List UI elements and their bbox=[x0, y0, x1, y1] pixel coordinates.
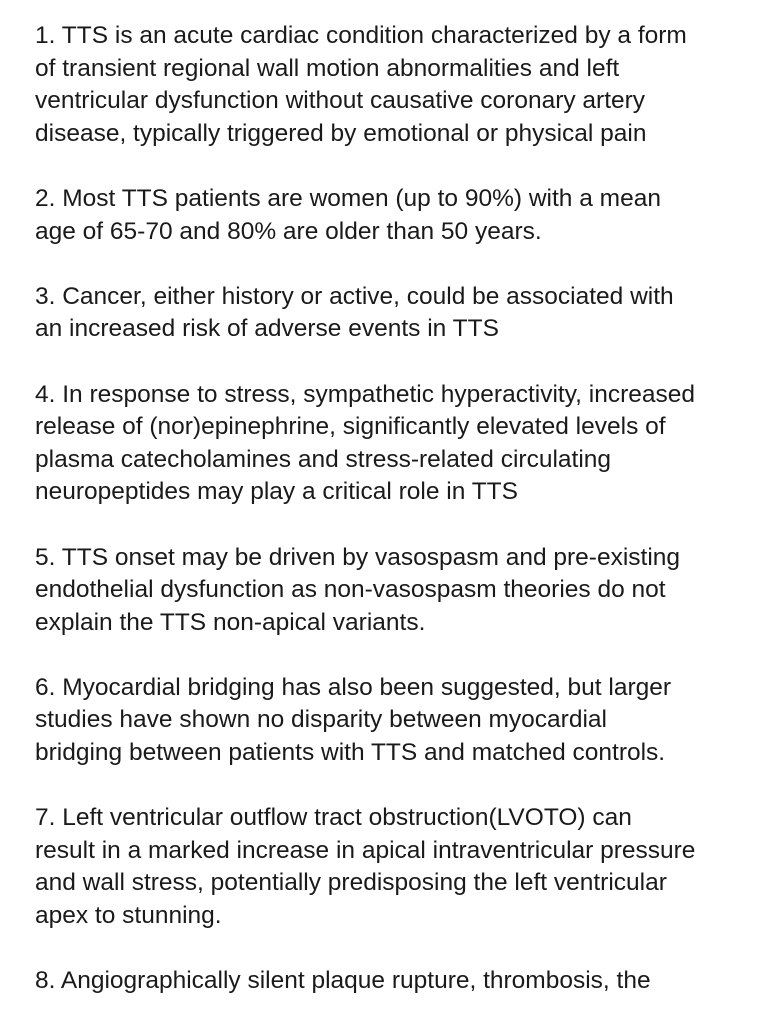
paragraph-3 bbox=[35, 281, 735, 346]
paragraph-1 bbox=[35, 20, 735, 150]
document-body bbox=[35, 20, 735, 1030]
text-line: explain the TTS non-apical variants. bbox=[35, 608, 426, 636]
paragraph-2 bbox=[35, 183, 735, 248]
text-line: ventricular dysfunction without causative coronary artery bbox=[35, 87, 646, 115]
text-line: age of 65-70 and 80% are older than 50 years. bbox=[35, 217, 542, 245]
paragraph-5 bbox=[35, 542, 735, 640]
text-line: release of (nor)epinephrine, significantly elevated levels of bbox=[35, 413, 666, 441]
text-line: and wall stress, potentially predisposing the left ventricular bbox=[35, 869, 667, 897]
text-line: 7. Left ventricular outflow tract obstruction(LVOTO) can bbox=[35, 804, 632, 832]
text-line: 6. Myocardial bridging has also been suggested, but larger bbox=[35, 673, 672, 701]
text-line: plasma catecholamines and stress-related circulating bbox=[35, 445, 612, 473]
text-line: of transient regional wall motion abnormalities and left bbox=[35, 54, 620, 82]
text-line: bridging between patients with TTS and matched controls. bbox=[35, 739, 666, 767]
text-line: 2. Most TTS patients are women (up to 90%) with a mean bbox=[35, 184, 661, 212]
text-line: result in a marked increase in apical intraventricular pressure bbox=[35, 836, 696, 864]
text-line: disease, typically triggered by emotional or physical pain bbox=[35, 119, 647, 147]
text-line: studies have shown no disparity between myocardial bbox=[35, 706, 607, 734]
text-line: 4. In response to stress, sympathetic hyperactivity, increased bbox=[35, 380, 695, 408]
text-line: an increased risk of adverse events in TTS bbox=[35, 315, 499, 343]
text-line: neuropeptides may play a critical role in TTS bbox=[35, 478, 518, 506]
text-line: 1. TTS is an acute cardiac condition characterized by a form bbox=[35, 22, 687, 49]
paragraph-8 bbox=[35, 965, 735, 998]
paragraph-6 bbox=[35, 672, 735, 770]
text-line: endothelial dysfunction as non-vasospasm theories do not bbox=[35, 576, 666, 604]
paragraph-4 bbox=[35, 379, 735, 509]
text-line: 5. TTS onset may be driven by vasospasm and pre-existing bbox=[35, 543, 681, 571]
text-line: apex to stunning. bbox=[35, 902, 222, 930]
text-line: 3. Cancer, either history or active, could be associated with bbox=[35, 282, 674, 310]
text-line: 8. Angiographically silent plaque rupture, thrombosis, the bbox=[35, 967, 651, 995]
paragraph-7 bbox=[35, 802, 735, 932]
